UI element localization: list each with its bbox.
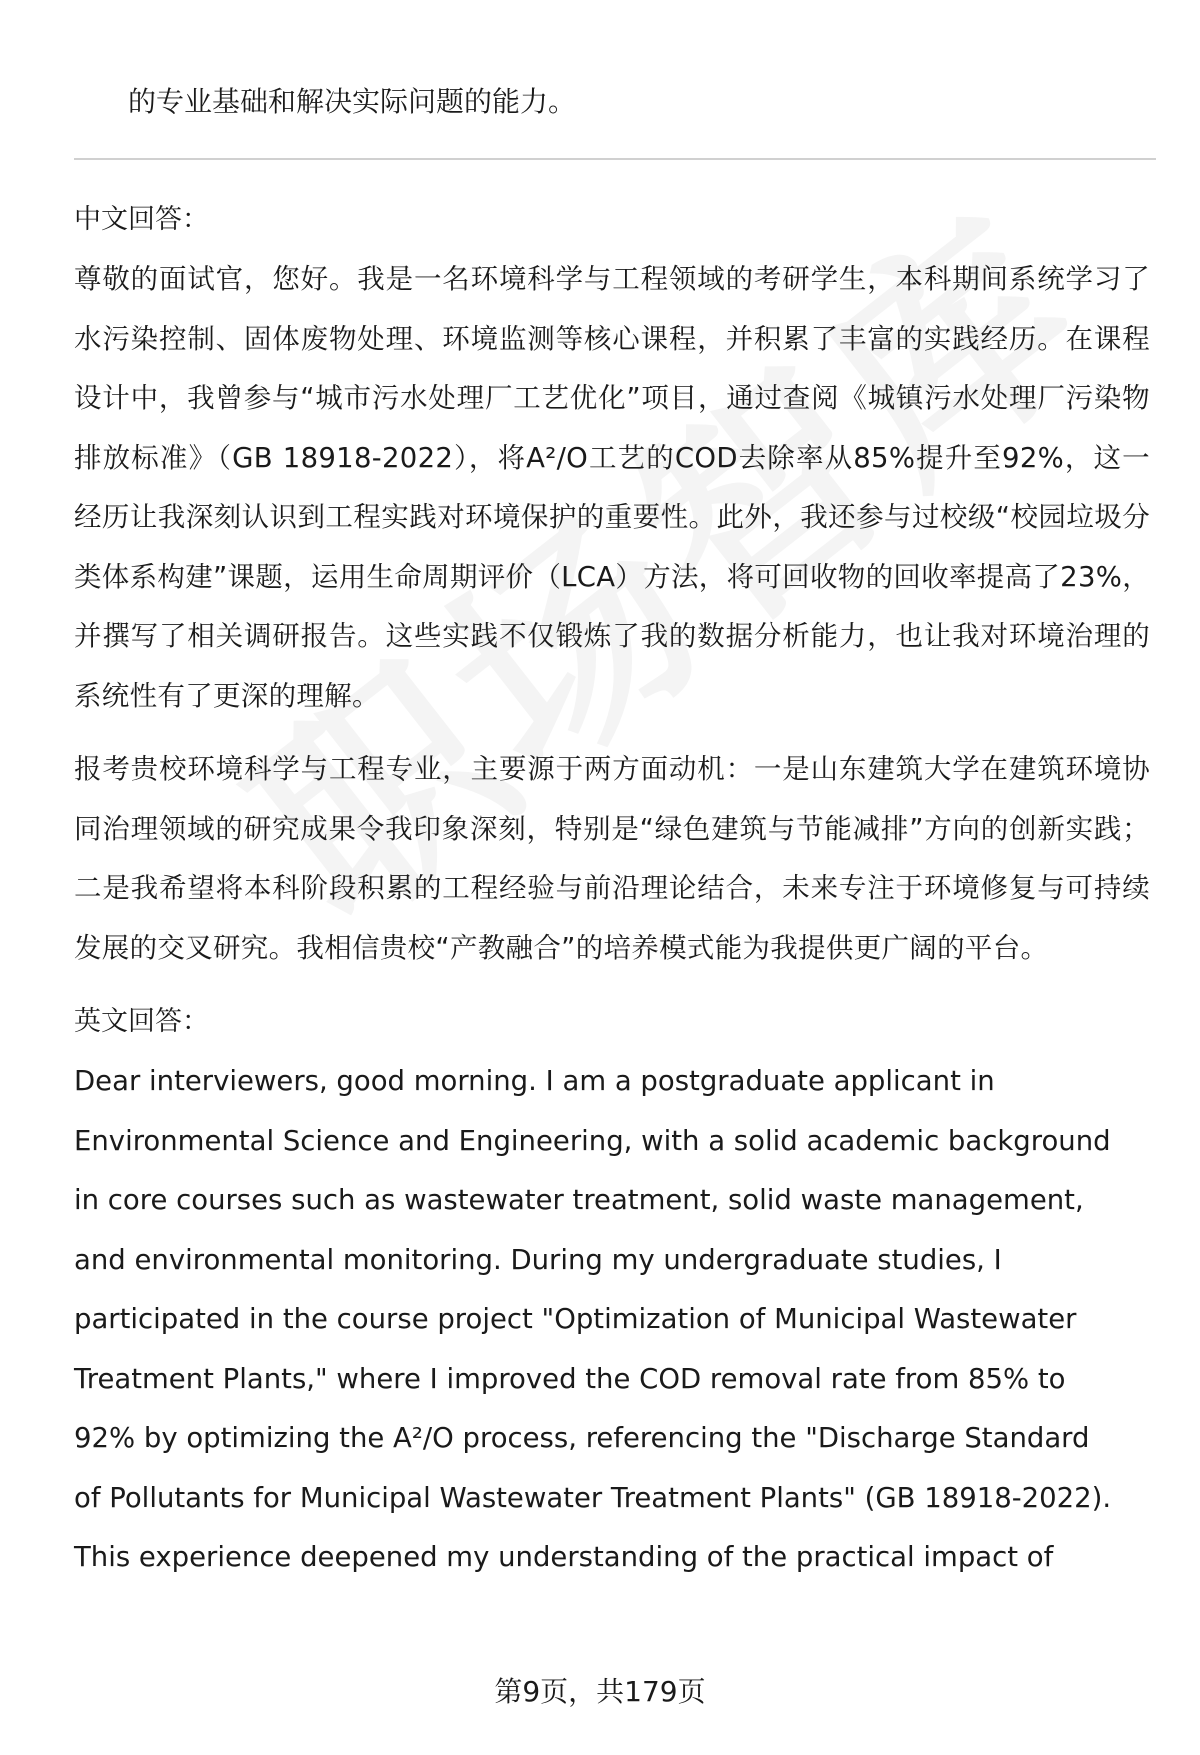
english-line: Treatment Plants," where I improved the COD removal rate from 85% to xyxy=(74,1362,1066,1395)
chinese-paragraph-2: 报考贵校环境科学与工程专业，主要源于两方面动机：一是山东建筑大学在建筑环境协同治理领域的研究成果令我印象深刻，特别是“绿色建筑与节能减排”方向的创新实践；二是我希望将本科阶段积累的工程经验与前沿理论结合，未来专注于环境修复与可持续发展的交叉研究。我相信贵校“产教融合”的培养模式能为我提供更广阔的平台。 xyxy=(74,753,1150,964)
chinese-paragraph-1: 尊敬的面试官，您好。我是一名环境科学与工程领域的考研学生，本科期间系统学习了水污染控制、固体废物处理、环境监测等核心课程，并积累了丰富的实践经历。在课程设计中，我曾参与“城市污水处理厂工艺优化”项目，通过查阅《城镇污水处理厂污染物排放标准》（GB 18918-2022），将A²/O工艺的COD去除率从85%提升至92%，这一经历让我深刻认识到工程实践对环境保护的重要性。此外，我还参与过校级“校园垃圾分类体系构建”课题，运用生命周期评价（LCA）方法，将可回收物的回收率提高了23%，并撰写了相关调研报告。这些实践不仅锻炼了我的数据分析能力，也让我对环境治理的系统性有了更深的理解。 xyxy=(74,263,1151,712)
english-line: Dear interviewers, good morning. I am a postgraduate applicant in xyxy=(74,1065,995,1097)
english-line: and environmental monitoring. During my undergraduate studies, I xyxy=(74,1243,1002,1276)
english-line: participated in the course project "Optimization of Municipal Wastewater xyxy=(74,1303,1077,1335)
english-line: in core courses such as wastewater treatment, solid waste management, xyxy=(74,1184,1084,1216)
english-line: 92% by optimizing the A²/O process, referencing the "Discharge Standard xyxy=(74,1422,1090,1454)
section-divider xyxy=(74,158,1156,160)
chinese-answer-label: 中文回答： xyxy=(74,204,209,235)
page-number: 第9页，共179页 xyxy=(494,1675,706,1708)
answer-content xyxy=(74,190,1150,1588)
english-answer-label: 英文回答： xyxy=(74,1006,209,1037)
english-line: of Pollutants for Municipal Wastewater Treatment Plants" (GB 18918-2022). xyxy=(74,1481,1112,1514)
english-paragraph xyxy=(74,1052,1150,1588)
english-line: Environmental Science and Engineering, with a solid academic background xyxy=(74,1124,1111,1157)
continued-text: 的专业基础和解决实际问题的能力。 xyxy=(128,85,577,118)
english-line: This experience deepened my understanding of the practical impact of xyxy=(74,1541,1054,1573)
